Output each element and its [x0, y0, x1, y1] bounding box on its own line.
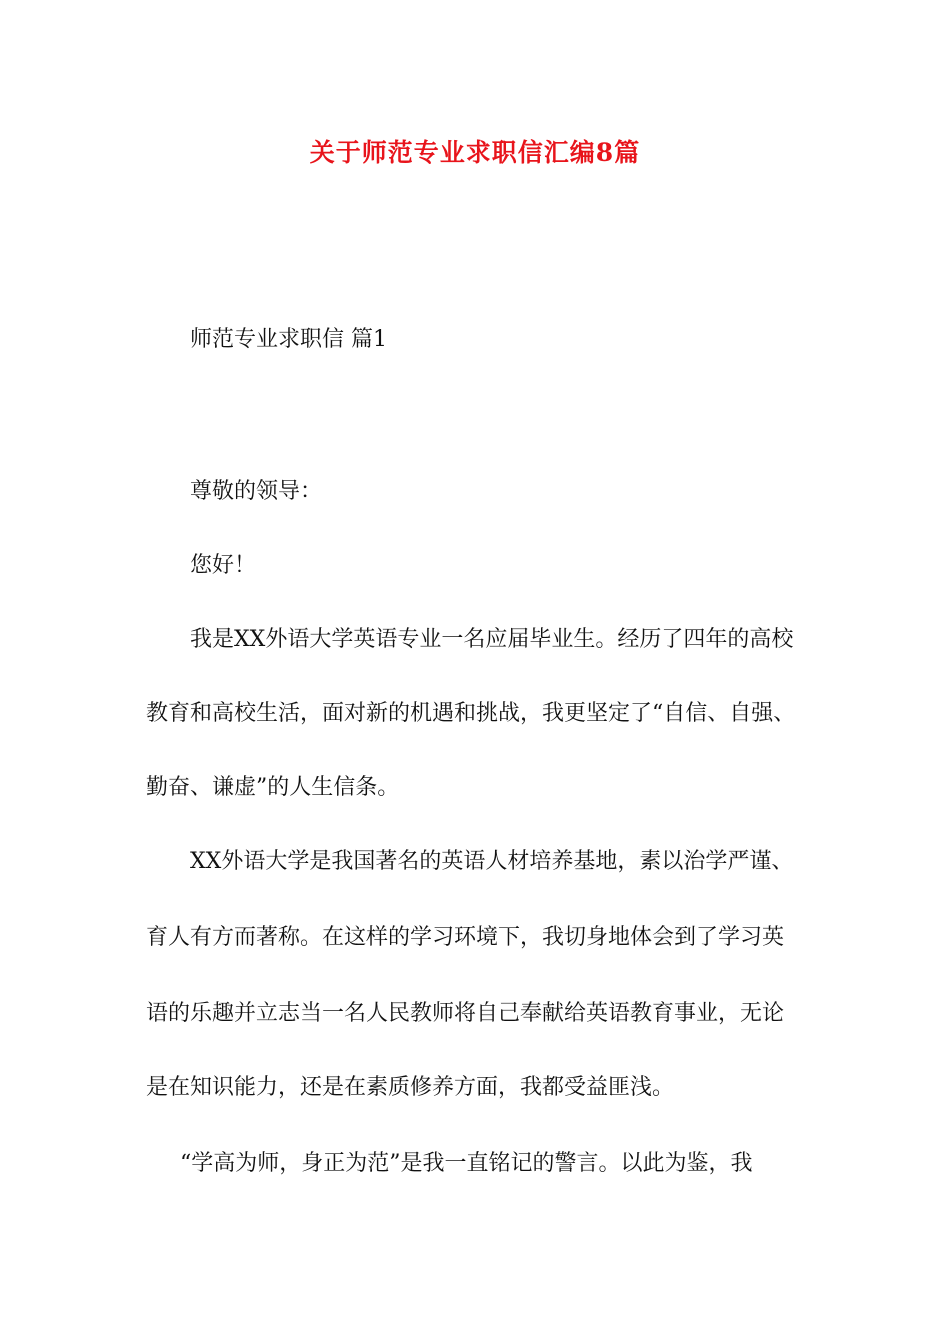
paragraph-line: 语的乐趣并立志当一名人民教师将自己奉献给英语教育事业，无论	[146, 1001, 785, 1026]
paragraph-line: 我是XX外语大学英语专业一名应届毕业生。经历了四年的高校	[190, 627, 794, 652]
paragraph-line: XX外语大学是我国著名的英语人材培养基地，素以治学严谨、	[190, 849, 794, 874]
section-heading: 师范专业求职信 篇1	[190, 327, 387, 352]
paragraph-line: 是在知识能力，还是在素质修养方面，我都受益匪浅。	[146, 1075, 675, 1100]
paragraph-line: 勤奋、谦虚”的人生信条。	[146, 775, 400, 800]
document-title: 关于师范专业求职信汇编8篇	[309, 138, 641, 167]
paragraph-line: “学高为师，身正为范”是我一直铭记的警言。以此为鉴，我	[180, 1151, 753, 1176]
greeting: 您好！	[190, 553, 257, 578]
paragraph-line: 教育和高校生活，面对新的机遇和挑战，我更坚定了“自信、自强、	[146, 701, 796, 726]
salutation: 尊敬的领导：	[190, 479, 323, 504]
paragraph-line: 育人有方而著称。在这样的学习环境下，我切身地体会到了学习英	[146, 925, 785, 950]
